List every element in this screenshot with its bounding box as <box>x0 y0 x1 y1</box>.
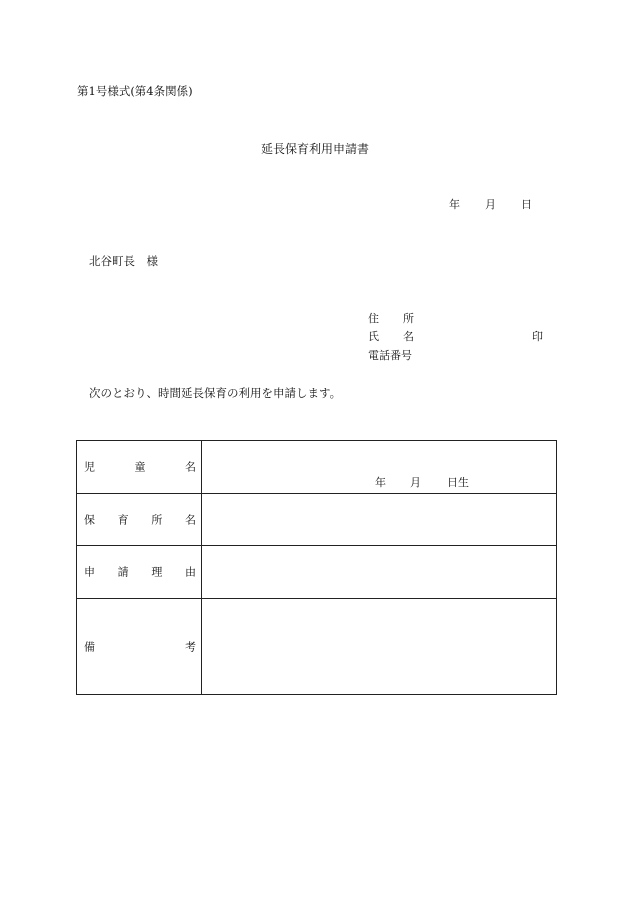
birth-month-label: 月 <box>410 476 421 489</box>
table-row-application-reason <box>77 546 556 599</box>
row-label-char: 由 <box>184 565 196 579</box>
row-label-application-reason <box>77 546 202 598</box>
row-label-char: 所 <box>151 513 163 526</box>
row-label-char: 理 <box>151 565 163 579</box>
row-label-char: 考 <box>185 640 196 653</box>
table-row-child-name <box>77 441 556 494</box>
row-label-char: 名 <box>185 460 196 474</box>
row-label-char: 請 <box>117 565 129 579</box>
statement: 次のとおり、時間延長保育の利用を申請します。 <box>89 386 342 400</box>
row-label-char: 育 <box>117 513 129 526</box>
seal-mark: 印 <box>532 330 543 343</box>
applicant-phone-label: 電話番号 <box>368 349 412 362</box>
form-table <box>76 440 557 695</box>
row-label-child-name <box>77 441 202 493</box>
date-month-label: 月 <box>485 198 496 211</box>
applicant-address-char: 所 <box>403 312 414 325</box>
applicant-address-label <box>368 313 414 324</box>
row-label-char: 申 <box>84 565 95 579</box>
row-label-char: 名 <box>184 513 196 526</box>
row-label-char: 児 <box>84 460 95 474</box>
row-label-nursery-name <box>77 494 202 545</box>
row-label-char: 備 <box>84 640 95 653</box>
addressee: 北谷町長 様 <box>89 254 158 268</box>
form-number: 第1号様式(第4条関係) <box>77 84 193 98</box>
table-row-nursery-name <box>77 494 556 546</box>
row-label-remarks <box>77 599 202 694</box>
applicant-address-char: 住 <box>368 312 379 325</box>
document-title: 延長保育利用申請書 <box>260 142 369 156</box>
applicant-name-char: 氏 <box>368 330 379 343</box>
row-label-char: 童 <box>134 460 146 474</box>
date-day-label: 日 <box>521 198 532 211</box>
birth-day-suffix: 日生 <box>447 476 469 489</box>
table-row-remarks <box>77 599 556 694</box>
applicant-name-char: 名 <box>403 330 414 343</box>
date-year-label: 年 <box>449 198 460 211</box>
applicant-name-label <box>368 331 414 342</box>
row-label-char: 保 <box>84 513 95 526</box>
birth-year-label: 年 <box>375 476 386 489</box>
